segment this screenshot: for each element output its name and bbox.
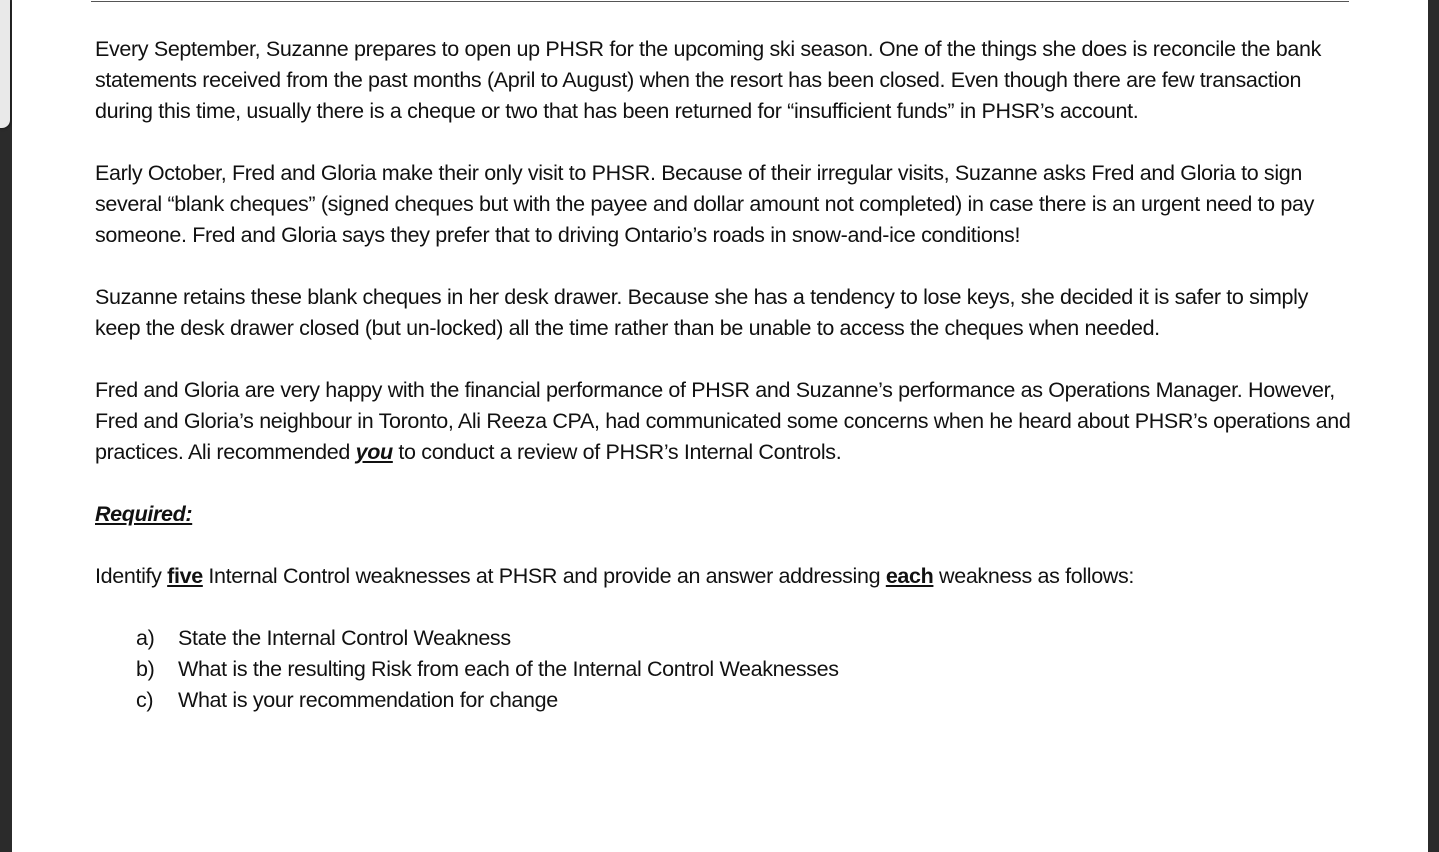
paragraph-1: Every September, Suzanne prepares to open up PHSR for the upcoming ski season. One of the things she does is reconcile the bank statements received from the past months (April to August) when the resort has been closed. Even though there are few transaction during this time, usually there is a cheque or two that has been returned for “insufficient funds” in PHSR’s account. — [95, 37, 1321, 123]
list-item — [136, 685, 1357, 716]
instruction-paragraph — [95, 561, 1357, 592]
scroll-handle[interactable] — [0, 0, 10, 128]
required-heading: Required: — [95, 502, 193, 526]
paragraph-4-text-after: to conduct a review of PHSR’s Internal Controls. — [392, 440, 842, 464]
instruction-five: five — [167, 564, 203, 588]
list-item-text: What is your recommendation for change — [178, 688, 558, 712]
list-marker: b) — [136, 657, 155, 681]
left-margin-bar — [0, 0, 12, 852]
paragraph-4-emphasis: you — [355, 440, 393, 464]
instruction-part-2: Internal Control weaknesses at PHSR and provide an answer addressing — [202, 564, 886, 588]
paragraph-4 — [95, 375, 1357, 468]
instruction-part-1: Identify — [95, 564, 168, 588]
document-page — [12, 0, 1428, 852]
list-marker: a) — [136, 626, 155, 650]
list-item-text: State the Internal Control Weakness — [178, 626, 511, 650]
instruction-each: each — [885, 564, 934, 588]
top-divider — [91, 1, 1349, 2]
instruction-part-3: weakness as follows: — [933, 564, 1134, 588]
document-content — [95, 34, 1357, 716]
list-item — [136, 654, 1357, 685]
list-marker: c) — [136, 688, 154, 712]
paragraph-4-text-before: Fred and Gloria are very happy with the financial performance of PHSR and Suzanne’s performance as Operations Manager. However, Fred and Gloria’s neighbour in Toronto, Ali Reeza CPA, had communicated some concerns when he heard about PHSR’s operations and practices. Ali recommended — [95, 378, 1351, 464]
paragraph-3: Suzanne retains these blank cheques in her desk drawer. Because she has a tendency to lose keys, she decided it is safer to simply keep the desk drawer closed (but un-locked) all the time rather than be unable to access the cheques when needed. — [95, 285, 1308, 340]
paragraph-2: Early October, Fred and Gloria make their only visit to PHSR. Because of their irregular visits, Suzanne asks Fred and Gloria to sign several “blank cheques” (signed cheques but with the payee and dollar amount not completed) in case there is an urgent need to pay someone. Fred and Gloria says they prefer that to driving Ontario’s roads in snow-and-ice conditions! — [95, 161, 1315, 247]
right-margin-bar — [1428, 0, 1439, 852]
requirements-list — [95, 623, 1357, 716]
list-item — [136, 623, 1357, 654]
list-item-text: What is the resulting Risk from each of the Internal Control Weaknesses — [178, 657, 839, 681]
